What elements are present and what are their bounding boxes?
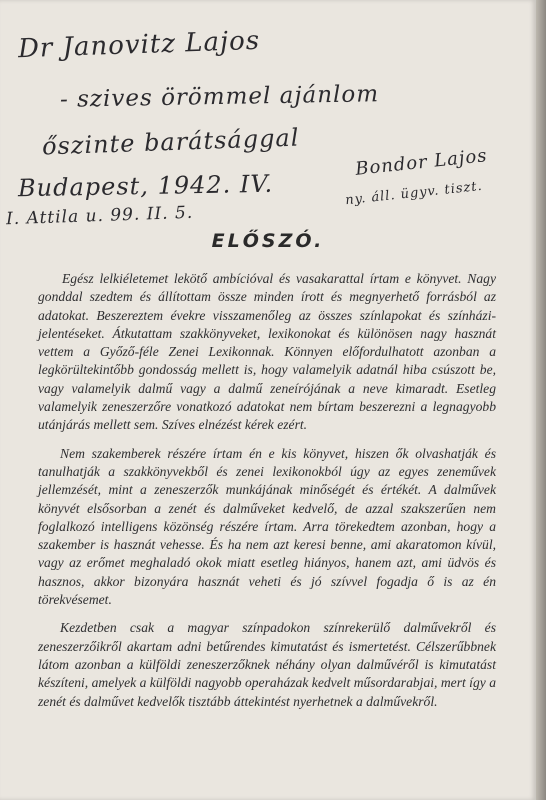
dedication-signature: Bondor Lajos bbox=[354, 145, 489, 180]
page-title: ELŐSZÓ. bbox=[211, 230, 325, 252]
dedication-line-1: Dr Janovitz Lajos bbox=[17, 25, 261, 65]
handwritten-dedication bbox=[0, 0, 536, 230]
foreword-text bbox=[38, 270, 496, 721]
paragraph: Nem szakemberek részére írtam én e kis könyvet, hiszen ők olvashatják és tanulhatják a szakkönyvekből és zenei lexikonokból úgy az egyes zeneművek jellemzését, mint a zeneszerzők munkájának minőségét és értékét. A dalművek könyvét elsősorban a zenét és dalműveket kedvelő, de azzal szakszerűen nem foglalkozó intelligens közönség részére írtam. Arra törekedtem azonban, hogy a szakember is hasznát vehesse. És ha nem azt keresi benne, ami akaratomon kívül, vagy az erőmet meghaladó okok miatt esetleg hiányos, hanem azt, ami üdvös és hasznos, akkor bizonyára hasznát veheti és jó szívvel fogadja ő is az én törekvésemet. bbox=[38, 445, 496, 608]
dedication-address: I. Attila u. 99. II. 5. bbox=[5, 202, 194, 230]
page-edge bbox=[536, 0, 546, 800]
paragraph: Kezdetben csak a magyar színpadokon színrekerülő dalművekről és zeneszerzőikről akartam adni betűrendes kimutatást és ismertetést. Célszerűbbnek látom azonban a külföldi zeneszerzőknek néhány olyan dalművéről is kimutatást készíteni, amelyek a külföldi nagyobb operaházak kedvelt műsordarabjai, mert így a zenét és dalművet kedvelők tisztább áttekintést nyerhetnek a dalművekről. bbox=[38, 620, 496, 709]
dedication-signature-title: ny. áll. ügyv. tiszt. bbox=[344, 178, 484, 209]
paragraph: Egész lelkiéletemet lekötő ambícióval és vasakarattal írtam e könyvet. Nagy gonddal szedtem és állítottam össze minden írott és megnyerhető forrásból az adatokat. Beszereztem évekre visszamenőleg az összes színlapokat és színházi-jelentéseket. Átkutattam szakkönyveket, lexikonokat és különösen nagy hasznát vettem a Győző-féle Zenei Lexikonnak. Könnyen előfordulhatott azonban a legkörültekintőbb gondosság mellett is, hogy valamelyik adatnál hiba csúszott be, vagy valamelyik dalmű vagy a dalmű zeneírójának a neve kimaradt. Esetleg valamelyik zeneszerzőre vonatkozó adatokat nem bírtam beszerezni a legnagyobb utánjárás mellett sem. Szíves elnézést kérek ezért. bbox=[38, 271, 496, 433]
dedication-line-2: - szives örömmel ajánlom bbox=[59, 81, 380, 113]
dedication-line-3: őszinte barátsággal bbox=[41, 123, 300, 161]
dedication-place-date: Budapest, 1942. IV. bbox=[17, 169, 274, 203]
